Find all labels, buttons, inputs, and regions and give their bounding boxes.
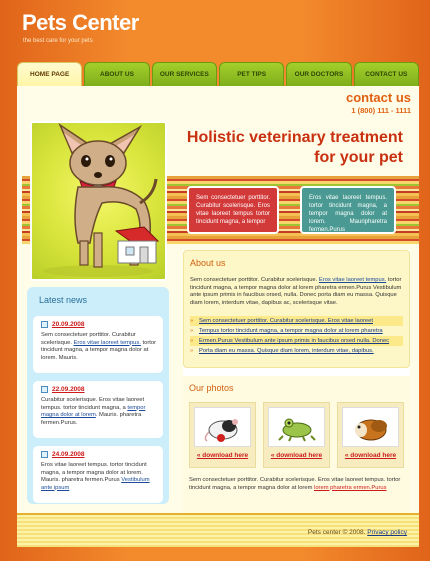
about-text-part: Sem consectetuer porttitor. Curabitur scelerisque. — [190, 277, 319, 283]
about-bullet-link[interactable]: » Sem consectetuer porttitor. Curabitur scelerisque. Eros vitae laoreet — [190, 316, 403, 326]
news-text — [41, 332, 157, 362]
headline-line-2: for your pet — [314, 149, 403, 166]
news-item — [33, 446, 163, 503]
calendar-icon — [41, 451, 48, 458]
photos-text-part: Sem consectetuer porttitor. Curabitur scelerisque. Eros vitae laoreet tempus. tortor tincidunt magna, a tempor magna dolor at lorem — [189, 477, 401, 491]
about-bullet-link[interactable]: » Tempus tortor tincidunt magna, a tempor magna dolor at lorem pharetra — [190, 326, 403, 336]
news-text — [41, 462, 157, 492]
hero-headline — [177, 128, 403, 168]
news-date-text[interactable]: 24.09.2008 — [52, 451, 85, 458]
news-date-text[interactable]: 22.09.2008 — [52, 386, 85, 393]
photo-card — [189, 402, 256, 468]
hero-dog-image — [30, 121, 167, 281]
calendar-icon — [41, 321, 48, 328]
about-bullet-link[interactable]: » Ermen.Purus Vestibulum ante ipsum primis in faucibus orsed nulla. Donec — [190, 336, 403, 346]
news-item — [33, 316, 163, 373]
site-tagline: the best care for your pets — [23, 38, 93, 44]
photos-text — [189, 477, 404, 492]
news-date-text[interactable]: 20.09.2008 — [52, 321, 85, 328]
news-title: Latest news — [39, 295, 88, 305]
news-date[interactable] — [41, 451, 157, 458]
news-date[interactable] — [41, 321, 157, 328]
dog-illustration-icon — [32, 123, 165, 279]
guinea-pig-icon — [351, 412, 391, 442]
photos-link[interactable]: lorem pharetra ermen.Purus — [314, 484, 387, 491]
news-text-part: tortor tincidunt magna, a tempor magna dolor at lorem. Mauris. — [41, 339, 157, 361]
photo-card — [263, 402, 330, 468]
copyright-text: Pets center © 2008. — [307, 529, 368, 536]
news-link[interactable]: tempor magna dolor at lorem — [41, 404, 146, 418]
photo-thumbnail[interactable] — [342, 407, 399, 447]
nav-tab-doctors[interactable]: OUR DOCTORS — [286, 62, 351, 86]
download-link[interactable]: « download here — [196, 452, 249, 459]
about-text-part: tortor tincidunt magna, a tempor magna dolor at lorem pharetra ermen.Purus Vestibulum ante ipsum primis in faucibus orsed, nulla. Donec porta diam eu massa. Quisque diam lorem, interdum vitae, dapibus ac, scelerisque vitae. — [190, 277, 402, 306]
rat-icon — [203, 412, 243, 442]
news-text-part: Eros vitae laoreet tempus. tortor tincidunt magna, a tempor magna dolor at lorem. Mauris. pharetra fermen.Purus — [41, 462, 147, 483]
nav-tab-contact[interactable]: CONTACT US — [354, 62, 419, 86]
nav-tab-about[interactable]: ABOUT US — [84, 62, 149, 86]
promo-box-red: Sem consectetuer porttitor. Curabitur scelerisque. Eros vitae laoreet tempus tortor tincidunt magna, a tempor — [187, 186, 279, 234]
header — [0, 0, 430, 62]
footer-text — [308, 529, 407, 536]
news-link[interactable]: Vestibulum ante ipsum — [41, 477, 150, 491]
contact-title[interactable]: contact us — [345, 90, 411, 105]
calendar-icon — [41, 386, 48, 393]
download-link[interactable]: « download here — [344, 452, 397, 459]
nav-tab-pet-tips[interactable]: PET TIPS — [219, 62, 284, 86]
headline-line-1: Holistic veterinary treatment — [186, 129, 403, 146]
nav-tab-home[interactable]: HOME PAGE — [17, 62, 82, 86]
footer — [17, 513, 419, 547]
news-text-part: . Mauris. pharetra fermen.Purus. — [41, 412, 142, 426]
privacy-policy-link[interactable]: Privacy policy — [367, 529, 407, 536]
photos-title: Our photos — [189, 383, 234, 393]
about-bullet-link[interactable]: » Porta diam eu massa. Quisque diam lorem, interdum vitae, dapibus. — [190, 346, 403, 356]
about-bullet-list — [190, 316, 403, 356]
news-text-part: Sem consectetuer porttitor. Curabitur scelerisque. — [41, 332, 136, 346]
about-text — [190, 277, 403, 307]
frog-icon — [277, 412, 317, 442]
main-nav — [17, 62, 419, 86]
photo-card — [337, 402, 404, 468]
nav-tab-services[interactable]: OUR SERVICES — [152, 62, 217, 86]
photos-section — [183, 376, 410, 534]
site-logo[interactable]: Pets Center — [22, 10, 139, 35]
contact-block — [346, 90, 411, 115]
download-link[interactable]: « download here — [270, 452, 323, 459]
contact-phone: 1 (800) 111 - 1111 — [351, 106, 411, 115]
about-link[interactable]: Eros vitae laoreet tempus. — [318, 277, 387, 283]
news-item — [33, 381, 163, 438]
main-column — [183, 250, 410, 534]
promo-box-teal: Eros vitae laoreet tempus. tortor tincidunt magna, a tempor magna dolor at lorem. Mauripharetra fermen.Purus — [300, 186, 396, 234]
news-link[interactable]: Eros vitae laoreet tempus. — [73, 339, 141, 346]
news-date[interactable] — [41, 386, 157, 393]
news-text — [41, 397, 157, 427]
news-text-part: Curabitur scelerisque. Eros vitae laoreet tempus. tortor tincidunt magna, a — [41, 397, 145, 411]
photo-thumbnail[interactable] — [268, 407, 325, 447]
about-title: About us — [190, 258, 226, 268]
latest-news — [27, 287, 169, 504]
about-section — [183, 250, 410, 368]
page-content — [17, 86, 419, 547]
photo-thumbnail[interactable] — [194, 407, 251, 447]
photo-gallery — [189, 402, 404, 468]
